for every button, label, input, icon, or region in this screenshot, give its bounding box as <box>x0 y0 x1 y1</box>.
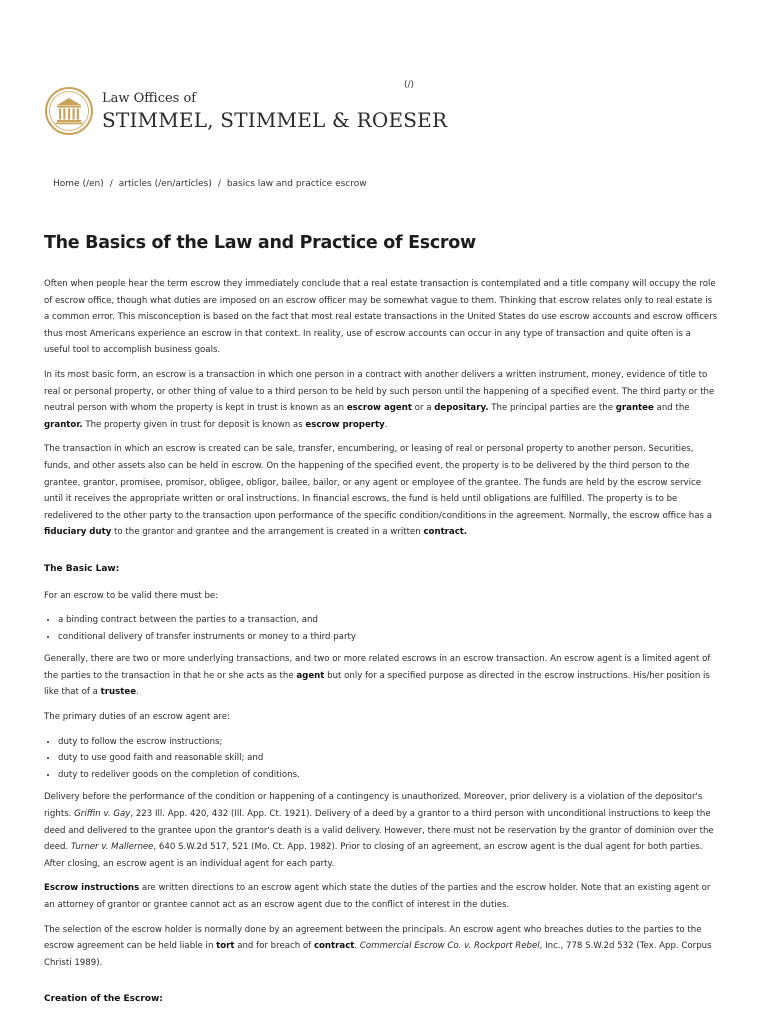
home-link[interactable]: (/) <box>404 80 415 90</box>
list-item: • duty to follow the escrow instructions; <box>58 734 719 751</box>
firm-logo[interactable] <box>44 86 447 136</box>
term-fiduciary-duty: fiduciary duty <box>44 527 112 538</box>
article-body <box>44 276 719 1018</box>
requirements-list <box>44 612 719 645</box>
list-item: • a binding contract between the parties to a transaction, and <box>58 612 719 629</box>
term-escrow-property: escrow property <box>305 419 385 430</box>
breadcrumb-current: basics law and practice escrow <box>226 179 367 189</box>
pillars-logo-icon <box>44 86 94 136</box>
paragraph: Often when people hear the term escrow they immediately conclude that a real estate transaction is contemplated and a title company will occupy the role of escrow office, though what duties are imposed on an escrow officer may be somewhat vague to them. Thinking that escrow relates only to real estate is a common error. This misconception is based on the fact that most real estate transactions in the United States do use escrow accounts and escrow officers thus most Americans experience an escrow in that context. In reality, use of escrow accounts can occur in any type of transaction and quite often is a useful tool to accomplish business goals. <box>44 279 718 356</box>
case-citation: Griffin v. Gay <box>74 809 131 820</box>
list-item: • duty to redeliver goods on the completion of conditions. <box>58 767 719 784</box>
term-grantor: grantor. <box>44 419 83 430</box>
paragraph: The selection of the escrow holder is normally done by an agreement between the principals. An escrow agent who breaches duties to the parties to the escrow agreement can be held liable in tort and for breach of contract. Commercial Escrow Co. v. Rockport Rebel, Inc., 778 S.W.2d 532 (Tex. App. Corpus Christi 1989). <box>44 924 712 968</box>
list-item: • duty to use good faith and reasonable skill; and <box>58 750 719 767</box>
paragraph: Generally, there are two or more underlying transactions, and two or more related escrows in an escrow transaction. An escrow agent is a limited agent of the parties to the transaction in that he or she acts as the agent but only for a specified purpose as directed in the escrow instructions. His/her position is like that of a trustee. <box>44 654 711 698</box>
term-depositary: depositary. <box>434 403 489 414</box>
breadcrumb-separator: / <box>217 179 221 189</box>
paragraph: Escrow instructions are written directions to an escrow agent which state the duties of the parties and the escrow holder. Note that an existing agent or an attorney of grantor or grantee cannot act as an escrow agent due to the conflict of interest in the duties. <box>44 883 711 910</box>
term-contract: contract. <box>423 527 468 538</box>
page-title: The Basics of the Law and Practice of Escrow <box>44 233 476 253</box>
term-escrow-instructions: Escrow instructions <box>44 883 140 894</box>
logo-firm-name: STIMMEL, STIMMEL & ROESER <box>102 107 448 132</box>
term-tort: tort <box>216 941 235 952</box>
term-grantee: grantee <box>615 403 654 414</box>
case-citation: Turner v. Mallernee <box>70 842 154 853</box>
paragraph: The transaction in which an escrow is created can be sale, transfer, encumbering, or leasing of real or personal property to another person. Securities, funds, and other assets also can be held in escrow. On the happening of the specified event, the property is to be delivered by the third person to the grantee, grantor, promisee, promisor, obligee, obligor, bailee, bailor, or any agent or employee of the grantee. The funds are held by the escrow service until it receives the appropriate written or oral instructions. In financial escrows, the fund is held until obligations are fulfilled. The property is to be redelivered to the other party to the transaction upon performance of the specific condition/conditions in the agreement. Normally, the escrow office has a fiduciary duty to the grantor and grantee and the arrangement is created in a written contract. <box>44 444 712 538</box>
case-citation: Commercial Escrow Co. v. Rockport Rebel <box>359 941 540 952</box>
paragraph: In its most basic form, an escrow is a transaction in which one person in a contract with another delivers a written instrument, money, evidence of title to real or personal property, or other thing of value to a third person to be held by such person until the happening of a specified event. The third party or the neutral person with whom the property is kept in trust is known as an escrow agent or a depositary. The principal parties are the grantee and the grantor. The property given in trust for deposit is known as escrow property. <box>44 369 715 430</box>
breadcrumb <box>53 179 367 189</box>
list-item: • conditional delivery of transfer instruments or money to a third party <box>58 629 719 646</box>
duties-list <box>44 734 719 784</box>
breadcrumb-separator: / <box>109 179 113 189</box>
breadcrumb-home[interactable]: Home (/en) <box>53 179 104 189</box>
section-heading-creation: Creation of the Escrow: <box>44 994 163 1005</box>
breadcrumb-articles[interactable]: articles (/en/articles) <box>118 179 212 189</box>
paragraph: For an escrow to be valid there must be: <box>44 590 219 601</box>
term-contract: contract <box>313 941 355 952</box>
paragraph: Delivery before the performance of the condition or happening of a contingency is unauthorized. Moreover, prior delivery is a violation of the depositor's rights. Griffin v. Gay, 223 Ill. App. 420, 432 (Ill. App. Ct. 1921). Delivery of a deed by a grantor to a third person with unconditional instructions to keep the deed and delivered to the grantee upon the grantor's death is a valid delivery. However, there must not be reservation by the grantor of dominion over the deed. Turner v. Mallernee, 640 S.W.2d 517, 521 (Mo. Ct. App. 1982). Prior to closing of an agreement, an escrow agent is the dual agent for both parties. After closing, an escrow agent is an individual agent for each party. <box>44 792 714 869</box>
section-heading-basic-law: The Basic Law: <box>44 563 120 574</box>
term-trustee: trustee <box>100 687 137 698</box>
term-escrow-agent: escrow agent <box>346 403 412 414</box>
paragraph: The primary duties of an escrow agent are: <box>44 712 230 723</box>
logo-prefix: Law Offices of <box>102 90 197 106</box>
term-agent: agent <box>296 670 325 681</box>
